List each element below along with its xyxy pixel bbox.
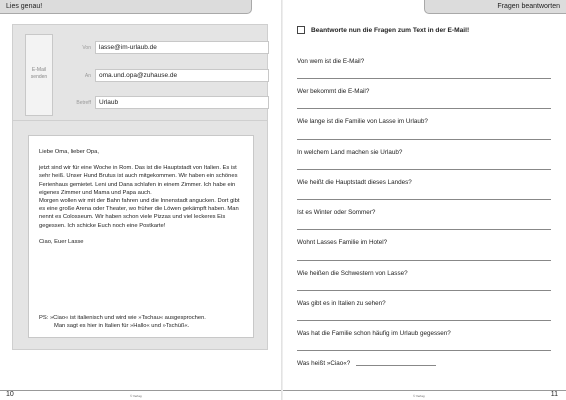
footer-divider-right [283, 390, 566, 391]
send-email-button[interactable] [25, 34, 53, 116]
answer-line-9[interactable] [297, 320, 551, 321]
ps-line-2: Man sagt es hier in Italien für »Hallo« und »Tschüß«. [54, 323, 190, 330]
question-9: Was gibt es in Italien zu sehen? [297, 300, 386, 307]
question-6: Ist es Winter oder Sommer? [297, 209, 376, 216]
question-11: Was heißt »Ciao«? [297, 360, 351, 367]
right-page [283, 0, 566, 400]
answer-line-7[interactable] [297, 260, 551, 261]
from-label: Von [82, 45, 91, 51]
subject-label: Betreff [76, 100, 91, 106]
copyright-right: © Verlag [413, 394, 425, 398]
to-field[interactable]: oma.und.opa@zuhause.de [95, 69, 269, 82]
from-field[interactable]: lasse@im-urlaub.de [95, 41, 269, 54]
subject-field[interactable]: Urlaub [95, 96, 269, 109]
answer-line-8[interactable] [297, 290, 551, 291]
task-text: Beantworte nun die Fragen zum Text in der E-Mail! [311, 26, 470, 34]
task-instruction [297, 26, 469, 34]
question-8: Wie heißen die Schwestern von Lasse? [297, 270, 408, 277]
ps-line-1: PS: »Ciao« ist italienisch und wird wie »Tschau« ausgesprochen. [39, 315, 206, 321]
question-2: Wer bekommt die E-Mail? [297, 88, 370, 95]
email-body-panel [12, 121, 268, 350]
answer-line-6[interactable] [297, 229, 551, 230]
page-number-right: 11 [550, 391, 558, 398]
email-postscript [39, 314, 249, 330]
question-1: Von wem ist die E-Mail? [297, 58, 365, 65]
answer-line-2[interactable] [297, 108, 551, 109]
email-header-panel [12, 24, 268, 121]
page-number-left: 10 [6, 391, 14, 398]
question-7: Wohnt Lasses Familie im Hotel? [297, 239, 388, 246]
answer-line-5[interactable] [297, 199, 551, 200]
email-body [28, 135, 254, 338]
question-5: Wie heißt die Hauptstadt dieses Landes? [297, 179, 412, 186]
send-label-line2: senden [30, 74, 48, 80]
to-label: An [84, 73, 91, 79]
send-label-line1: E-Mail [31, 67, 47, 73]
question-4: In welchem Land machen sie Urlaub? [297, 149, 403, 156]
copyright-left: © Verlag [130, 394, 142, 398]
answer-line-3[interactable] [297, 139, 551, 140]
question-11-row [297, 360, 551, 367]
task-checkbox[interactable] [297, 26, 305, 34]
answer-line-11[interactable] [356, 365, 436, 366]
question-3: Wie lange ist die Familie von Lasse im Urlaub? [297, 118, 428, 125]
answer-line-4[interactable] [297, 169, 551, 170]
footer-divider-left [0, 390, 283, 391]
answer-line-1[interactable] [297, 78, 551, 79]
email-paragraph-2: Morgen wollen wir mit der Bahn fahren und die Innenstadt angucken. Dort gibt es eine große Arena oder Theater, wo früher die Löwen gekämpft haben. Man nennt es Colosseum. Wir haben schon viele Pizzas und viel leckeres Eis gegessen. Ich schicke Euch noch eine Postkarte! [39, 198, 240, 229]
email-paragraph-1: jetzt sind wir für eine Woche in Rom. Das ist die Hauptstadt von Italien. Es ist sehr heiß. Unser Hund Brutus ist auch mitgekommen. Wir haben ein schönes Ferienhaus gemietet. Leni und Dana schlafen in einem Zimmer. Ich habe ein eigenes Zimmer und Mama und Papa auch. [39, 165, 238, 196]
answer-line-10[interactable] [297, 350, 551, 351]
question-10: Was hat die Familie schon häufig im Urlaub gegessen? [297, 330, 451, 337]
header-tab-left: Lies genau! [0, 0, 252, 14]
email-closing: Ciao, Euer Lasse [39, 238, 84, 245]
email-greeting: Liebe Oma, lieber Opa, [39, 149, 99, 155]
header-tab-right: Fragen beantworten [424, 0, 566, 14]
